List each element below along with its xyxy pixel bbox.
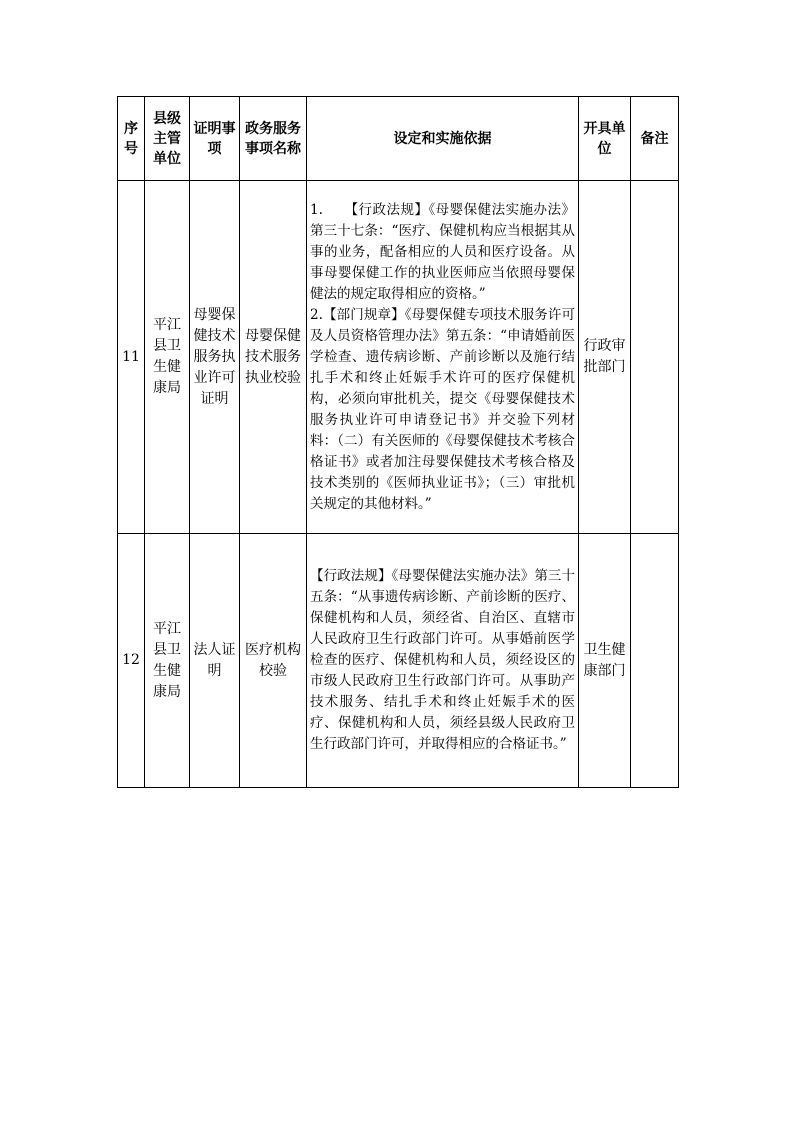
cell-service-name: 医疗机构校验 xyxy=(240,534,307,788)
header-cert-item: 证明事项 xyxy=(190,97,240,181)
header-seq: 序号 xyxy=(118,97,145,181)
table-row xyxy=(118,181,679,534)
cell-remark xyxy=(631,534,679,788)
basis-paragraph-1: 1. 【行政法规】《母婴保健法实施办法》第三十七条：“医疗、保健机构应当根据其从事的业务，配备相应的人员和医疗设备。从事母婴保健工作的执业医师应当依照母婴保健法的规定取得相应的资格。” xyxy=(310,201,575,302)
basis-paragraph-1: 【行政法规】《母婴保健法实施办法》第三十五条：“从事遗传病诊断、产前诊断的医疗、保健机构和人员，须经省、自治区、直辖市人民政府卫生行政部门许可。从事婚前医学检查的医疗、保健机构和人员，须经设区的市级人民政府卫生行政部门许可。从事助产技术服务、结扎手术和终止妊娠手术的医疗、保健机构和人员，须经县级人民政府卫生行政部门许可，并取得相应的合格证书。” xyxy=(310,568,575,752)
header-issuer: 开具单位 xyxy=(579,97,631,181)
cell-cert-item: 法人证明 xyxy=(190,534,240,788)
certification-items-table xyxy=(117,96,679,788)
cell-issuer: 卫生健康部门 xyxy=(579,534,631,788)
cell-seq: 11 xyxy=(118,181,145,534)
cell-service-name: 母婴保健技术服务执业校验 xyxy=(240,181,307,534)
cell-remark xyxy=(631,181,679,534)
cell-cert-item: 母婴保健技术服务执业许可证明 xyxy=(190,181,240,534)
cell-dept: 平江县卫生健康局 xyxy=(145,534,190,788)
header-service-name: 政务服务事项名称 xyxy=(240,97,307,181)
table-header-row xyxy=(118,97,679,181)
table-row xyxy=(118,534,679,788)
cell-basis xyxy=(307,181,579,534)
cell-dept: 平江县卫生健康局 xyxy=(145,181,190,534)
header-remark: 备注 xyxy=(631,97,679,181)
cell-seq: 12 xyxy=(118,534,145,788)
cell-basis xyxy=(307,534,579,788)
basis-paragraph-2: 2.【部门规章】《母婴保健专项技术服务许可及人员资格管理办法》第五条：“申请婚前医学检查、遗传病诊断、产前诊断以及施行结扎手术和终止妊娠手术许可的医疗保健机构，必须向审批机关，提交《母婴保健技术服务执业许可申请登记书》并交验下列材料：（二）有关医师的《母婴保健技术考核合格证书》或者加注母婴保健技术考核合格及技术类别的《医师执业证书》；（三）审批机关规定的其他材料。” xyxy=(310,306,575,512)
header-basis: 设定和实施依据 xyxy=(307,97,579,181)
cell-issuer: 行政审批部门 xyxy=(579,181,631,534)
header-dept: 县级主管单位 xyxy=(145,97,190,181)
